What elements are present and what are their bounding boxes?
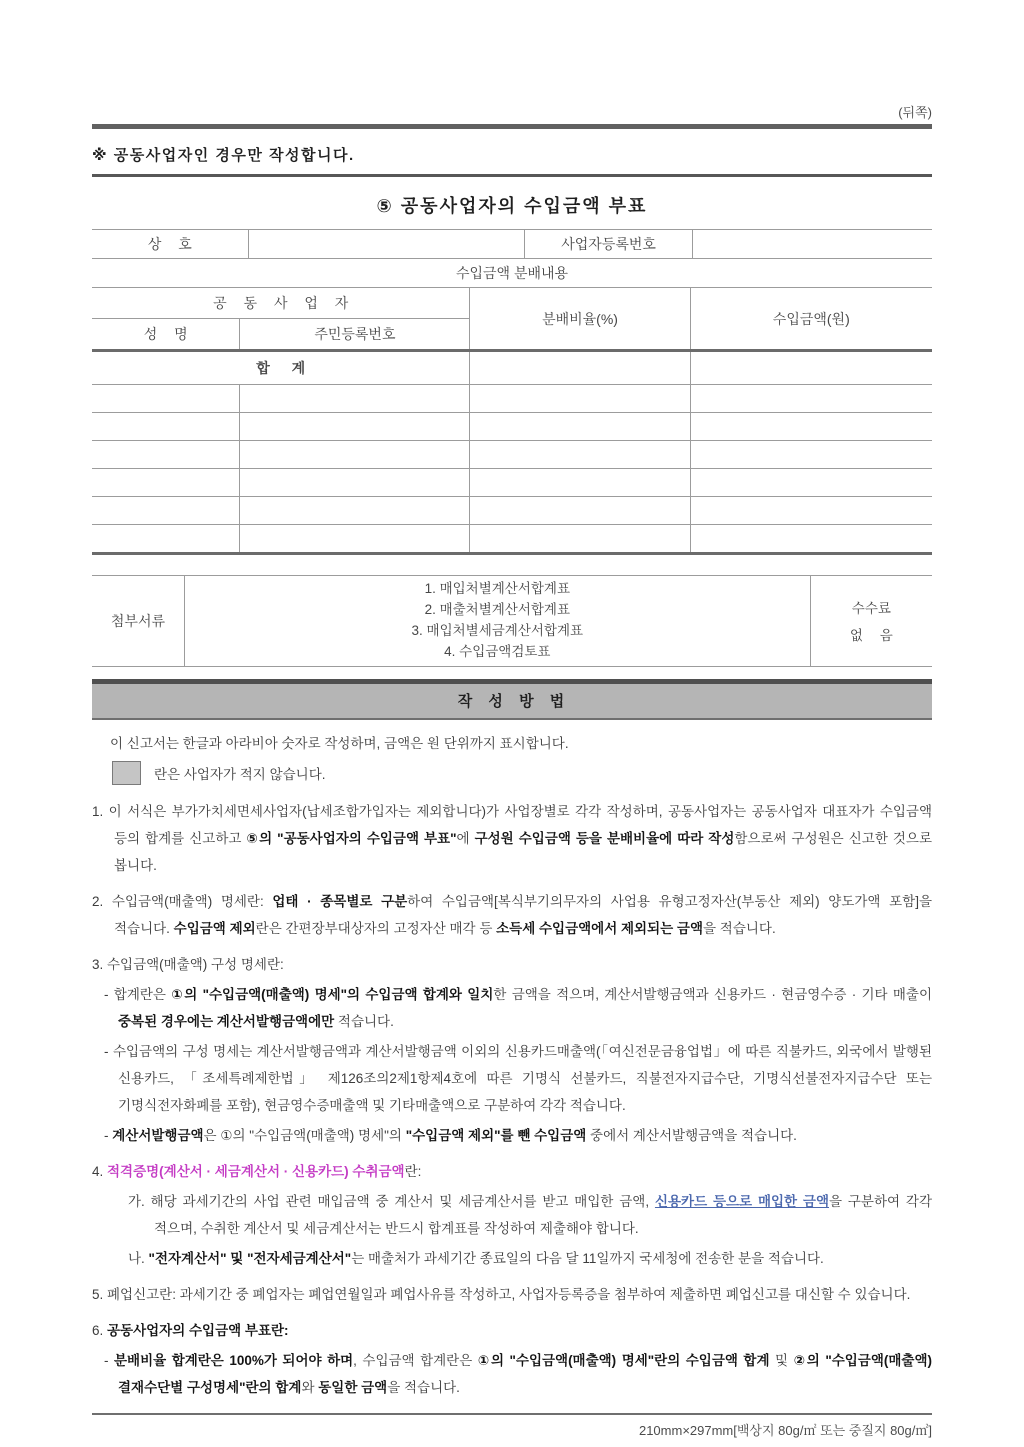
table-row	[92, 259, 932, 288]
form-content	[92, 0, 932, 1439]
name-cell[interactable]	[92, 469, 240, 497]
footer-rule	[92, 1413, 932, 1415]
total-label: 합 계	[92, 351, 470, 385]
distribution-section-header: 수입금액 분배내용	[92, 259, 932, 288]
total-ratio-cell[interactable]	[470, 351, 690, 385]
table-row	[92, 525, 932, 554]
resident-no-cell[interactable]	[240, 441, 470, 469]
attachment-item: 4. 수입금액검토표	[444, 643, 551, 659]
attachments-list	[184, 576, 810, 667]
form-title: ⑤ 공동사업자의 수입금액 부표	[376, 196, 648, 216]
resident-no-cell[interactable]	[240, 469, 470, 497]
top-rule	[92, 124, 932, 129]
shaded-note-text: 란은 사업자가 적지 않습니다.	[154, 766, 326, 782]
instruction-item-2: 2. 수입금액(매출액) 명세란: 업태 · 종목별로 구분하여 수입금액[복식부기의무자의 사업용 유형고정자산(부동산 제외) 양도가액 포함]을 적습니다. 수입금액 제외란은 간편장부대상자의 고정자산 매각 등 소득세 수입금액에서 제외되는 금액을 적습니다.	[92, 893, 932, 936]
resident-no-cell[interactable]	[240, 525, 470, 554]
partner-group-header: 공 동 사 업 자	[92, 288, 470, 319]
business-reg-no-label: 사업자등록번호	[525, 230, 693, 259]
table-row	[92, 385, 932, 413]
instruction-item-1: 1. 이 서식은 부가가치세면세사업자(납세조합가입자는 제외합니다)가 사업장별로 각각 작성하며, 공동사업자는 공동사업자 대표자가 수입금액 등의 합계를 신고하고 ⑤의 "공동사업자의 수입금액 부표"에 구성원 수입금액 등을 분배비율에 따라 작성함으로써 구성원은 신고한 것으로 봅니다.	[92, 803, 932, 873]
resident-no-cell[interactable]	[240, 385, 470, 413]
instruction-item-4: 4. 적격증명(계산서 · 세금계산서 · 신용카드) 수취금액란:	[92, 1163, 422, 1179]
instruction-item-3a: - 합계란은 ①의 "수입금액(매출액) 명세"의 수입금액 합계와 일치한 금액을 적으며, 계산서발행금액과 신용카드 · 현금영수증 · 기타 매출이 중복된 경우에는 계산서발행금액에만 적습니다.	[104, 986, 932, 1029]
resident-no-cell[interactable]	[240, 413, 470, 441]
instruction-item-3: 3. 수입금액(매출액) 구성 명세란:	[92, 956, 284, 972]
total-row	[92, 351, 932, 385]
business-info-table	[92, 229, 932, 288]
ratio-cell[interactable]	[470, 385, 690, 413]
resident-no-cell[interactable]	[240, 497, 470, 525]
table-row	[92, 497, 932, 525]
paper-size-note: 210mm×297mm[백상지 80g/㎡ 또는 중질지 80g/㎡]	[638, 1422, 932, 1438]
amount-cell[interactable]	[690, 497, 932, 525]
attachments-table	[92, 575, 932, 667]
ratio-cell[interactable]	[470, 469, 690, 497]
amount-cell[interactable]	[690, 525, 932, 554]
ratio-cell[interactable]	[470, 497, 690, 525]
table-row	[92, 413, 932, 441]
joint-business-notice: ※ 공동사업자인 경우만 작성합니다.	[92, 144, 932, 177]
attachments-label: 첨부서류	[92, 576, 184, 667]
instructions-header: 작 성 방 법	[92, 679, 932, 720]
amount-cell[interactable]	[690, 469, 932, 497]
table-row	[92, 576, 932, 667]
instruction-intro: 이 신고서는 한글과 아라비아 숫자로 작성하며, 금액은 원 단위까지 표시합니다.	[110, 735, 569, 751]
back-side-label: (뒤쪽)	[898, 105, 932, 120]
instruction-item-3b: - 수입금액의 구성 명세는 계산서발행금액과 계산서발행금액 이외의 신용카드매출액(「여신전문금융업법」에 따른 직불카드, 외국에서 발행된 신용카드, 「조세특례제한법」 제126조의2제1항제4호에 따른 기명식 선불카드, 직불전자지급수단, 기명식선불전자지급수단 또는 기명식전자화폐를 포함), 현금영수증매출액 및 기타매출액으로 구분하여 각각 적습니다.	[104, 1043, 932, 1113]
amount-cell[interactable]	[690, 385, 932, 413]
amount-header: 수입금액(원)	[690, 288, 932, 351]
table-row	[92, 230, 932, 259]
shaded-field-box	[112, 761, 141, 785]
instruction-item-6: 6. 공동사업자의 수입금액 부표란:	[92, 1322, 289, 1338]
instruction-shaded-note	[92, 761, 932, 788]
attachment-item: 2. 매출처별계산서합계표	[424, 601, 570, 617]
name-cell[interactable]	[92, 441, 240, 469]
ratio-header: 분배비율(%)	[470, 288, 690, 351]
instruction-item-4a: 가. 해당 과세기간의 사업 관련 매입금액 중 계산서 및 세금계산서를 받고 매입한 금액, 신용카드 등으로 매입한 금액을 구분하여 각각 적으며, 수취한 계산서 및 세금계산서는 반드시 합계표를 작성하여 제출해야 합니다.	[128, 1193, 932, 1236]
amount-cell[interactable]	[690, 441, 932, 469]
name-header: 성 명	[92, 319, 240, 351]
ratio-cell[interactable]	[470, 525, 690, 554]
attachment-item: 3. 매입처별세금계산서합계표	[411, 622, 584, 638]
name-cell[interactable]	[92, 497, 240, 525]
amount-cell[interactable]	[690, 413, 932, 441]
fee-value: 없 음	[849, 628, 893, 644]
ratio-cell[interactable]	[470, 413, 690, 441]
total-amount-cell[interactable]	[690, 351, 932, 385]
resident-no-header: 주민등록번호	[240, 319, 470, 351]
table-row	[92, 469, 932, 497]
name-cell[interactable]	[92, 413, 240, 441]
fee-cell	[810, 576, 932, 667]
company-name-field[interactable]	[248, 230, 524, 259]
table-header-row	[92, 288, 932, 319]
instruction-item-5: 5. 폐업신고란: 과세기간 중 폐업자는 폐업연월일과 폐업사유를 작성하고, 사업자등록증을 첨부하여 제출하면 폐업신고를 대신할 수 있습니다.	[92, 1286, 911, 1302]
instruction-item-4b: 나. "전자계산서" 및 "전자세금계산서"는 매출처가 과세기간 종료일의 다음 달 11일까지 국세청에 전송한 분을 적습니다.	[128, 1250, 824, 1266]
table-row	[92, 441, 932, 469]
name-cell[interactable]	[92, 525, 240, 554]
distribution-table	[92, 287, 932, 555]
company-name-label: 상 호	[92, 230, 248, 259]
attachment-item: 1. 매입처별계산서합계표	[424, 581, 570, 596]
business-reg-no-field[interactable]	[693, 230, 932, 259]
instruction-item-6a: - 분배비율 합계란은 100%가 되어야 하며, 수입금액 합계란은 ①의 "수입금액(매출액) 명세"란의 수입금액 합계 및 ②의 "수입금액(매출액) 결재수단별 구성명세"란의 합계와 동일한 금액을 적습니다.	[104, 1352, 932, 1395]
fee-label: 수수료	[851, 601, 891, 617]
instruction-item-3c: - 계산서발행금액은 ①의 "수입금액(매출액) 명세"의 "수입금액 제외"를 뺀 수입금액 중에서 계산서발행금액을 적습니다.	[104, 1127, 797, 1143]
name-cell[interactable]	[92, 385, 240, 413]
ratio-cell[interactable]	[470, 441, 690, 469]
